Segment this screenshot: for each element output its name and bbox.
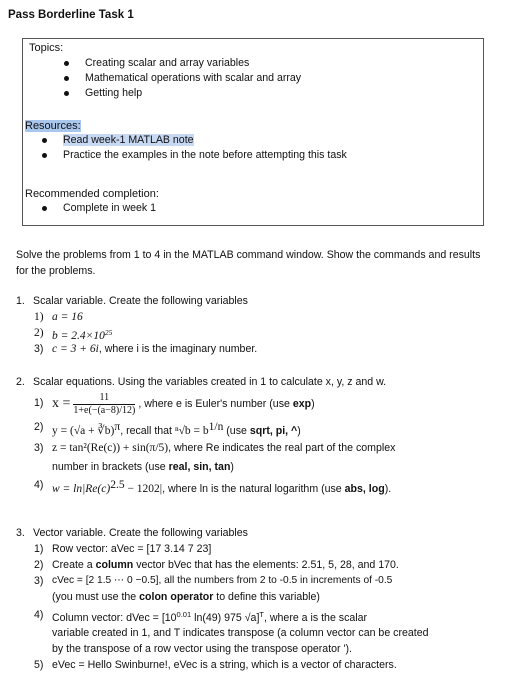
bullet-icon	[42, 206, 47, 211]
question-1	[16, 294, 496, 357]
topics-heading: Topics:	[29, 42, 64, 54]
bullet-icon	[42, 138, 47, 143]
q3-item: 4) Column vector: dVec = [$10^{0.01}$ ln(49) 975 √a]$^T$, where a is the scalar	[34, 609, 368, 624]
topics-section	[29, 42, 483, 101]
recommended-item: Complete in week 1	[25, 201, 483, 216]
q3-item-continued: variable created in 1, and T indicates transpose (a column vector can be created	[52, 627, 429, 639]
topic-item: Getting help	[25, 86, 483, 101]
page-title: Pass Borderline Task 1	[8, 9, 134, 21]
bullet-icon	[64, 61, 69, 66]
resource-item: Practice the examples in the note before attempting this task	[25, 148, 483, 163]
q2-item: 1) x = $\frac{11}{1+e(-(a-8)/12)}$ , where e is Euler's number (use exp)	[34, 391, 315, 416]
instructions-paragraph: Solve the problems from 1 to 4 in the MATLAB command window. Show the commands and results for the problems.	[16, 249, 481, 277]
bullet-icon	[42, 153, 47, 158]
q2-item: 2) y = (√a + ∛b)$^\pi$, recall that $^n√b = b^{1/n}$ (use sqrt, pi, ^)	[34, 421, 301, 437]
resource-item: Read week-1 MATLAB note	[25, 133, 483, 148]
q1-item: 3) c = 3 + 6i, where i is the imaginary number.	[34, 343, 258, 355]
q3-item-continued: by the transpose of a row vector using the transpose operator ').	[52, 643, 352, 655]
question-1-heading: 1. Scalar variable. Create the following variables	[16, 295, 248, 307]
resources-heading: Resources:	[25, 120, 81, 132]
q1-item: 1) a = 16	[34, 311, 83, 323]
q3-item: 3) cVec = [2 1.5 ⋯ 0 −0.5], all the numbers from 2 to -0.5 in increments of -0.5	[34, 575, 393, 587]
resources-section	[25, 120, 483, 163]
bullet-icon	[64, 91, 69, 96]
q3-item-continued: (you must use the colon operator to define this variable)	[52, 591, 320, 603]
recommended-section	[25, 188, 483, 216]
q3-item: 1) Row vector: aVec = [17 3.14 7 23]	[34, 543, 212, 555]
topic-item: Mathematical operations with scalar and array	[25, 71, 483, 86]
q3-item: 2) Create a column vector bVec that has the elements: 2.51, 5, 28, and 170.	[34, 559, 399, 571]
question-3-heading: 3. Vector variable. Create the following variables	[16, 527, 248, 539]
q2-item-continued: number in brackets (use real, sin, tan)	[52, 461, 234, 473]
q2-item: 3) z = tan²(Re(c)) + sin(π/5), where Re indicates the real part of the complex	[34, 442, 396, 454]
overview-box	[22, 38, 484, 226]
question-2-heading: 2. Scalar equations. Using the variables created in 1 to calculate x, y, z and w.	[16, 376, 387, 388]
q3-item: 5) eVec = Hello Swinburne!, eVec is a string, which is a vector of characters.	[34, 659, 397, 671]
q2-item: 4) $w = \ln|Re(c)^{2.5} - 1202|$, where ln is the natural logarithm (use abs, log).	[34, 479, 392, 495]
topic-item: Creating scalar and array variables	[25, 56, 483, 71]
bullet-icon	[64, 76, 69, 81]
question-3	[16, 526, 496, 673]
question-2	[16, 375, 496, 495]
recommended-heading: Recommended completion:	[25, 188, 159, 200]
q1-item: 2) $b = 2.4\times 10^{25}$	[34, 327, 113, 342]
